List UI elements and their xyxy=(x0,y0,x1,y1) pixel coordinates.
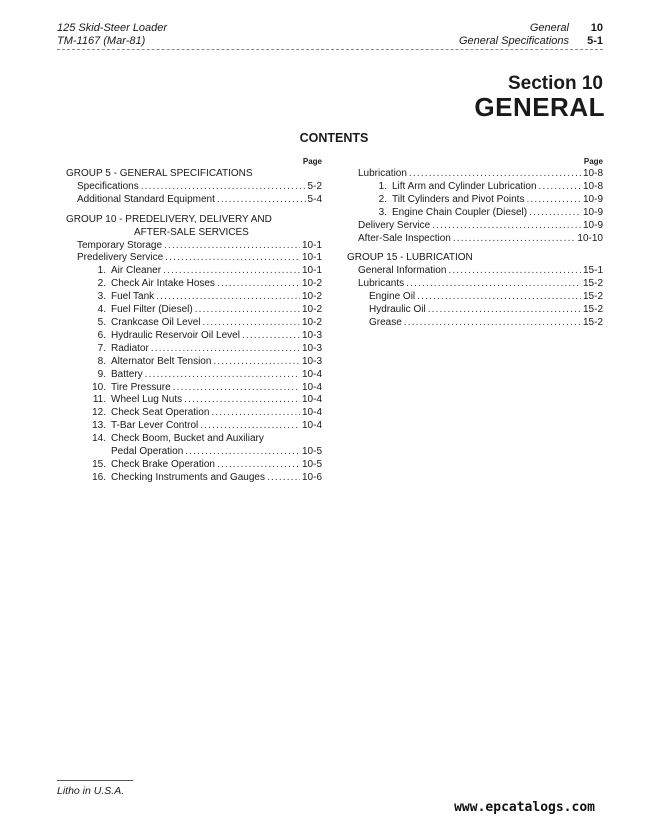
dot-leader xyxy=(164,240,300,253)
toc-entry-label: Temporary Storage xyxy=(77,239,163,251)
toc-entry-label: Check Boom, Bucket and Auxiliary xyxy=(111,433,264,445)
dot-leader xyxy=(185,446,300,459)
toc-entry[interactable] xyxy=(66,330,322,343)
toc-entry[interactable] xyxy=(66,343,322,356)
dot-leader xyxy=(539,181,581,194)
toc-entry-label: Additional Standard Equipment xyxy=(77,193,215,205)
dot-leader xyxy=(526,194,581,207)
toc-entry-label: Predelivery Service xyxy=(77,252,164,264)
toc-entry-number: 10. xyxy=(92,381,106,393)
section-number: Section 10 xyxy=(507,73,603,94)
toc-entry-page: 10-3 xyxy=(301,355,322,367)
toc-entry-page: 10-4 xyxy=(301,407,322,419)
dot-leader xyxy=(453,233,576,246)
dot-leader xyxy=(406,278,581,291)
page-column-label: Page xyxy=(302,157,322,166)
dot-leader xyxy=(409,168,581,181)
toc-entry-page: 10-9 xyxy=(582,206,603,218)
toc-left-column xyxy=(66,156,322,485)
toc-entry[interactable] xyxy=(347,304,603,317)
toc-entry[interactable] xyxy=(66,252,322,265)
toc-entry-number: 6. xyxy=(97,329,106,341)
watermark-url[interactable]: www.epcatalogs.com xyxy=(454,800,595,815)
toc-entry-number: 15. xyxy=(92,458,106,470)
dot-leader xyxy=(145,369,300,382)
toc-entry-page: 5-4 xyxy=(307,193,322,205)
toc-entry[interactable] xyxy=(66,394,322,407)
group-heading-continued: AFTER-SALE SERVICES xyxy=(134,226,249,238)
toc-entry-page: 10-4 xyxy=(301,368,322,380)
toc-right-column xyxy=(347,156,603,330)
dot-leader xyxy=(163,265,300,278)
dot-leader xyxy=(217,194,306,207)
header-left xyxy=(57,22,167,48)
toc-entry-label: Check Seat Operation xyxy=(111,407,210,419)
toc-entry-page: 10-4 xyxy=(301,394,322,406)
group-heading: GROUP 10 - PREDELIVERY, DELIVERY AND xyxy=(66,213,272,225)
toc-entry-page: 10-9 xyxy=(582,219,603,231)
toc-entry-number: 8. xyxy=(97,355,106,367)
toc-entry[interactable] xyxy=(347,207,603,220)
toc-entry-number: 16. xyxy=(92,471,106,483)
toc-entry-page: 10-2 xyxy=(301,291,322,303)
toc-entry[interactable] xyxy=(66,407,322,420)
group-heading: GROUP 15 - LUBRICATION xyxy=(347,252,473,264)
toc-entry-page: 10-8 xyxy=(582,168,603,179)
dot-leader xyxy=(211,407,300,420)
toc-entry-label: General Information xyxy=(358,265,447,277)
toc-entry[interactable] xyxy=(66,181,322,194)
toc-entry-label: Engine Oil xyxy=(369,291,416,303)
toc-entry-continued[interactable] xyxy=(66,446,322,459)
contents-heading: CONTENTS xyxy=(299,131,369,145)
toc-entry-label: T-Bar Lever Control xyxy=(111,420,199,432)
toc-entry[interactable] xyxy=(347,265,603,278)
dot-leader xyxy=(213,356,300,369)
dot-leader xyxy=(448,265,581,278)
toc-entry-number: 9. xyxy=(97,368,106,380)
toc-entry-label: Hydraulic Reservoir Oil Level xyxy=(111,329,240,341)
dot-leader xyxy=(432,220,581,233)
toc-entry-label: Pedal Operation xyxy=(111,446,184,458)
dot-leader xyxy=(217,278,300,291)
toc-entry-label: Tilt Cylinders and Pivot Points xyxy=(392,193,525,205)
toc-entry[interactable] xyxy=(347,194,603,207)
toc-entry-page: 10-10 xyxy=(577,232,603,244)
dot-leader xyxy=(184,394,300,407)
dot-leader xyxy=(202,317,300,330)
toc-entry-page: 10-3 xyxy=(301,329,322,341)
toc-entry-label: Lubrication xyxy=(358,168,407,179)
toc-entry-page: 10-2 xyxy=(301,304,322,316)
dot-leader xyxy=(242,330,300,343)
dot-leader xyxy=(200,420,300,433)
toc-entry-multiline[interactable] xyxy=(66,433,322,446)
toc-entry[interactable] xyxy=(66,459,322,472)
toc-entry-page: 15-2 xyxy=(582,291,603,303)
toc-entry-page: 10-5 xyxy=(301,458,322,470)
toc-entry-label: Grease xyxy=(369,316,402,328)
manual-title: 125 Skid-Steer Loader xyxy=(57,22,168,34)
toc-entry-page: 10-1 xyxy=(301,265,322,277)
toc-entry[interactable] xyxy=(66,369,322,382)
toc-entry[interactable] xyxy=(66,265,322,278)
toc-entry[interactable] xyxy=(347,181,603,194)
toc-entry-number: 2. xyxy=(97,278,106,290)
toc-entry[interactable] xyxy=(66,317,322,330)
toc-entry-page: 10-1 xyxy=(301,252,322,264)
dot-leader xyxy=(156,291,300,304)
toc-entry[interactable] xyxy=(347,168,603,181)
toc-entry[interactable] xyxy=(66,356,322,369)
header-section-name: General xyxy=(529,22,569,34)
toc-entry-number: 1. xyxy=(378,180,387,192)
toc-entry-label: Wheel Lug Nuts xyxy=(111,394,183,406)
toc-entry[interactable] xyxy=(347,278,603,291)
toc-entry-number: 12. xyxy=(92,407,106,419)
toc-entry-page: 10-2 xyxy=(301,316,322,328)
toc-entry-page: 10-1 xyxy=(301,239,322,251)
toc-entry[interactable] xyxy=(66,291,322,304)
toc-entry-number: 11. xyxy=(92,394,106,406)
toc-entry-label: Fuel Tank xyxy=(111,291,155,303)
dot-leader xyxy=(165,252,300,265)
toc-entry[interactable] xyxy=(347,220,603,233)
dot-leader xyxy=(151,343,300,356)
toc-entry-number: 2. xyxy=(378,193,387,205)
toc-entry[interactable] xyxy=(66,194,322,207)
toc-entry-label: After-Sale Inspection xyxy=(358,232,451,244)
toc-entry[interactable] xyxy=(66,304,322,317)
toc-entry[interactable] xyxy=(66,278,322,291)
toc-entry[interactable] xyxy=(347,291,603,304)
group-heading: GROUP 5 - GENERAL SPECIFICATIONS xyxy=(66,168,253,179)
header-right xyxy=(459,22,603,48)
toc-entry-label: Air Cleaner xyxy=(111,265,162,277)
toc-entry-page: 10-5 xyxy=(301,446,322,458)
header-divider xyxy=(57,49,603,50)
page-column-label: Page xyxy=(583,157,603,166)
header-page-number: 5-1 xyxy=(587,35,603,47)
toc-entry-page: 10-2 xyxy=(301,278,322,290)
manual-code: TM-1167 (Mar-81) xyxy=(57,35,146,47)
toc-entry-label: Checking Instruments and Gauges xyxy=(111,471,265,483)
toc-entry-label: Delivery Service xyxy=(358,219,431,231)
toc-entry-number: 13. xyxy=(92,420,106,432)
dot-leader xyxy=(217,459,300,472)
toc-entry-number: 3. xyxy=(97,291,106,303)
dot-leader xyxy=(417,291,581,304)
toc-entry-label: Specifications xyxy=(77,180,139,192)
toc-entry-label: Hydraulic Oil xyxy=(369,304,426,316)
dot-leader xyxy=(141,181,306,194)
toc-entry[interactable] xyxy=(66,382,322,395)
toc-entry-label: Alternator Belt Tension xyxy=(111,355,212,367)
dot-leader xyxy=(173,382,300,395)
toc-entry-label: Engine Chain Coupler (Diesel) xyxy=(392,206,528,218)
toc-entry-label: Check Brake Operation xyxy=(111,458,215,470)
toc-entry-page: 10-6 xyxy=(301,471,322,483)
footer-divider xyxy=(57,780,133,781)
header-group-name: General Specifications xyxy=(458,35,569,47)
toc-entry-page: 15-2 xyxy=(582,278,603,290)
toc-entry-number: 3. xyxy=(378,206,387,218)
toc-entry-page: 5-2 xyxy=(307,180,322,192)
toc-entry-page: 10-9 xyxy=(582,193,603,205)
dot-leader xyxy=(267,472,300,485)
toc-entry-page: 15-1 xyxy=(582,265,603,277)
toc-entry[interactable] xyxy=(66,420,322,433)
toc-entry-page: 10-3 xyxy=(301,342,322,354)
toc-entry-label: Tire Pressure xyxy=(111,381,171,393)
toc-entry-number: 14. xyxy=(92,433,106,445)
toc-entry-label: Lubricants xyxy=(358,278,405,290)
toc-entry-number: 7. xyxy=(97,342,106,354)
header-section-number: 10 xyxy=(590,22,603,34)
toc-entry[interactable] xyxy=(66,472,322,485)
dot-leader xyxy=(529,207,581,220)
toc-entry-number: 5. xyxy=(97,316,106,328)
toc-entry-label: Crankcase Oil Level xyxy=(111,316,201,328)
print-origin: Litho in U.S.A. xyxy=(57,785,125,797)
toc-entry-page: 10-4 xyxy=(301,420,322,432)
toc-entry-label: Check Air Intake Hoses xyxy=(111,278,215,290)
toc-entry-page: 15-2 xyxy=(582,316,603,328)
section-title: GENERAL xyxy=(474,92,605,122)
toc-entry-number: 1. xyxy=(97,265,106,277)
toc-entry-label: Radiator xyxy=(111,342,149,354)
toc-entry-label: Fuel Filter (Diesel) xyxy=(111,304,193,316)
toc-entry-number: 4. xyxy=(97,304,106,316)
toc-entry-page: 10-8 xyxy=(582,180,603,192)
dot-leader xyxy=(428,304,581,317)
toc-entry-page: 10-4 xyxy=(301,381,322,393)
dot-leader xyxy=(195,304,300,317)
toc-entry-page: 15-2 xyxy=(582,304,603,316)
toc-entry-label: Lift Arm and Cylinder Lubrication xyxy=(392,180,537,192)
toc-entry-label: Battery xyxy=(111,368,143,380)
toc-entry[interactable] xyxy=(66,240,322,253)
dot-leader xyxy=(404,317,581,330)
toc-entry[interactable] xyxy=(347,233,603,246)
toc-entry[interactable] xyxy=(347,317,603,330)
